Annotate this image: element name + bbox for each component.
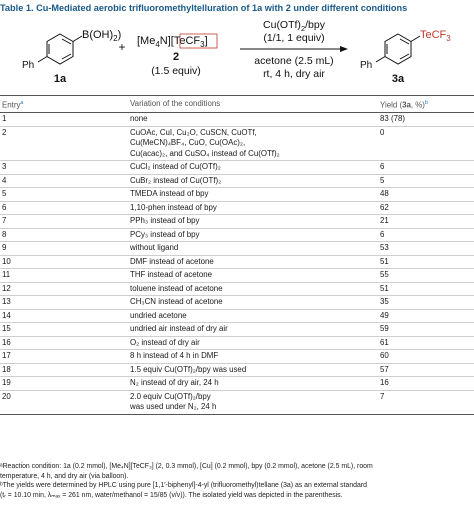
footnote-line: ᵃReaction condition: 1a (0.2 mmol), [Me₄N][TeCF₃] (2, 0.3 mmol), [Cu] (0.2 mmol), bpy (0.2 mmol), acetone (2.5 mL), room — [0, 463, 373, 470]
condition-solvent: acetone (2.5 mL) — [254, 55, 334, 67]
yield-value: 48 — [380, 189, 389, 199]
reactant-1a-structure — [38, 34, 82, 64]
product-3a-structure — [376, 34, 420, 64]
entry-number: 19 — [2, 378, 11, 388]
yield-value: 6 — [380, 229, 385, 239]
yield-value: 5 — [380, 175, 385, 185]
table-row — [0, 323, 474, 337]
entry-number: 1 — [2, 114, 7, 124]
table-row — [0, 215, 474, 229]
condition-variation — [130, 282, 380, 296]
entry-number: 12 — [2, 283, 11, 293]
condition-line: undried air instead of dry air — [130, 324, 228, 334]
yield-value: 55 — [380, 270, 389, 280]
condition-variation — [130, 215, 380, 229]
condition-line: undried acetone — [130, 310, 187, 320]
condition-variation — [130, 188, 380, 202]
reactant-1a-substituent: Ph — [22, 60, 35, 71]
condition-line: TMEDA instead of bpy — [130, 189, 209, 199]
yield-value: 61 — [380, 337, 389, 347]
entry-number: 6 — [2, 202, 7, 212]
condition-catalyst: $Cu(OTf)_2$/bpy — [263, 19, 325, 33]
yield-value: 57 — [380, 364, 389, 374]
table-row — [0, 113, 474, 127]
conditions-table — [0, 97, 474, 415]
condition-variation — [130, 201, 380, 215]
yield-value: 53 — [380, 243, 389, 253]
condition-variation — [130, 336, 380, 350]
reactant-1a-label: 1a — [53, 73, 67, 85]
condition-line: CH₃CN instead of acetone — [130, 297, 223, 307]
condition-time-atmosphere: rt, 4 h, dry air — [263, 68, 325, 80]
condition-line: without ligand — [130, 243, 179, 253]
reaction-scheme — [0, 16, 474, 94]
header-entry: Entry$^a$ — [2, 100, 24, 110]
condition-line: DMF instead of acetone — [130, 256, 214, 266]
entry-number: 10 — [2, 256, 11, 266]
condition-variation — [130, 228, 380, 242]
condition-variation — [130, 255, 380, 269]
yield-value: 0 — [380, 127, 385, 137]
condition-line: THF instead of acetone — [130, 270, 213, 280]
entry-number: 13 — [2, 297, 11, 307]
condition-variation — [130, 350, 380, 364]
condition-line: PPh₃ instead of bpy — [130, 216, 200, 226]
entry-number: 15 — [2, 324, 11, 334]
entry-number: 2 — [2, 127, 7, 137]
yield-value: 49 — [380, 310, 389, 320]
entry-number: 18 — [2, 364, 11, 374]
yield-value: 16 — [380, 378, 389, 388]
condition-variation — [130, 161, 380, 175]
table-row — [0, 174, 474, 188]
scheme-separator — [0, 95, 474, 96]
condition-line: CuBr₂ instead of Cu(OTf)₂ — [130, 175, 222, 185]
table-row — [0, 363, 474, 377]
entry-number: 7 — [2, 216, 7, 226]
entry-number: 4 — [2, 175, 7, 185]
condition-variation — [130, 390, 380, 414]
table-row — [0, 309, 474, 323]
table-body — [0, 113, 474, 415]
condition-line: CuOAc, CuI, Cu₂O, CuSCN, CuOTf, — [130, 127, 257, 137]
reactant-1a-boronic-group: $B(OH)_2$) — [82, 29, 122, 43]
header-yield: Yield (3a, %)$^b$ — [380, 100, 428, 110]
table-row — [0, 255, 474, 269]
yield-value: 59 — [380, 324, 389, 334]
yield-value: 6 — [380, 162, 385, 172]
condition-variation — [130, 174, 380, 188]
table-row — [0, 336, 474, 350]
reagent-2-equiv: (1.5 equiv) — [151, 65, 201, 77]
yield-value: 60 — [380, 351, 389, 361]
yield-value: 83 (78) — [380, 114, 406, 124]
condition-line: was used under N₂, 24 h — [130, 402, 217, 412]
reagent-2-formula: $[Me_4N][TeCF_3]$ — [137, 35, 208, 49]
plus-sign: + — [118, 40, 126, 54]
footnotes — [0, 462, 474, 500]
condition-variation — [130, 126, 380, 161]
table-row — [0, 201, 474, 215]
condition-line: PCy₃ instead of bpy — [130, 229, 200, 239]
condition-variation — [130, 269, 380, 283]
condition-line: toluene instead of acetone — [130, 283, 223, 293]
reagent-2-label: 2 — [172, 51, 180, 63]
condition-line: 1.5 equiv Cu(OTf)₂/bpy was used — [130, 364, 247, 374]
condition-line: N₂ instead of dry air, 24 h — [130, 378, 219, 388]
table-row — [0, 390, 474, 414]
entry-number: 5 — [2, 189, 7, 199]
yield-value: 35 — [380, 297, 389, 307]
table-caption — [0, 1, 474, 15]
table-row — [0, 188, 474, 202]
table-row — [0, 377, 474, 391]
footnote-line: temperature, 4 h, and dry air (via balloon). — [0, 472, 129, 480]
table-row — [0, 228, 474, 242]
table-row — [0, 126, 474, 161]
caption-text: Table 1. Cu-Mediated aerobic trifluoromethyltelluration of 1a with 2 under different conditions — [0, 3, 408, 13]
entry-number: 20 — [2, 391, 11, 401]
header-conditions: Variation of the conditions — [130, 99, 221, 109]
product-3a-label: 3a — [391, 73, 405, 85]
condition-line: CuCl₂ instead of Cu(OTf)₂ — [130, 162, 221, 172]
product-substituent: Ph — [360, 60, 373, 71]
entry-number: 8 — [2, 229, 7, 239]
condition-variation — [130, 323, 380, 337]
entry-number: 9 — [2, 243, 7, 253]
yield-value: 21 — [380, 216, 389, 226]
reaction-arrow — [240, 46, 348, 52]
table-row — [0, 242, 474, 256]
condition-line: 8 h instead of 4 h in DMF — [130, 351, 219, 361]
condition-line: none — [130, 114, 148, 124]
yield-value: 51 — [380, 256, 389, 266]
condition-line: O₂ instead of dry air — [130, 337, 200, 347]
entry-number: 3 — [2, 162, 7, 172]
condition-line: Cu(MeCN)₄BF₄, CuO, Cu(OAc)₂, — [130, 138, 246, 148]
footnote-line: ᵇThe yields were determined by HPLC using pure [1,1′-biphenyl]-4-yl (trifluoromethyl)tellane (3a) as an external standard — [0, 482, 367, 490]
condition-variation — [130, 296, 380, 310]
condition-line: Cu(acac)₂, and CuSO₄ instead of Cu(OTf)₂ — [130, 148, 280, 158]
table-row — [0, 269, 474, 283]
entry-number: 16 — [2, 337, 11, 347]
condition-ratio: (1/1, 1 equiv) — [263, 32, 325, 44]
condition-variation — [130, 377, 380, 391]
condition-line: 1,10-phen instead of bpy — [130, 202, 217, 212]
entry-number: 14 — [2, 310, 11, 320]
yield-value: 62 — [380, 202, 389, 212]
footnote-line: (tᵣ = 10.10 min, λₘₐₓ = 261 nm, water/methanol = 15/85 (v/v)). The isolated yield was depicted in the parenthesis. — [0, 491, 343, 499]
yield-value: 51 — [380, 283, 389, 293]
condition-line: 2.0 equiv Cu(OTf)₂/bpy — [130, 391, 211, 401]
entry-number: 17 — [2, 351, 11, 361]
table-header-row — [0, 97, 474, 113]
table-row — [0, 350, 474, 364]
condition-variation — [130, 309, 380, 323]
condition-variation — [130, 363, 380, 377]
table-row — [0, 161, 474, 175]
condition-variation — [130, 113, 380, 127]
product-tecf3-group: TeCF$_3$ — [420, 29, 451, 43]
entry-number: 11 — [2, 270, 11, 280]
condition-variation — [130, 242, 380, 256]
table-row — [0, 282, 474, 296]
table-row — [0, 296, 474, 310]
yield-value: 7 — [380, 391, 385, 401]
